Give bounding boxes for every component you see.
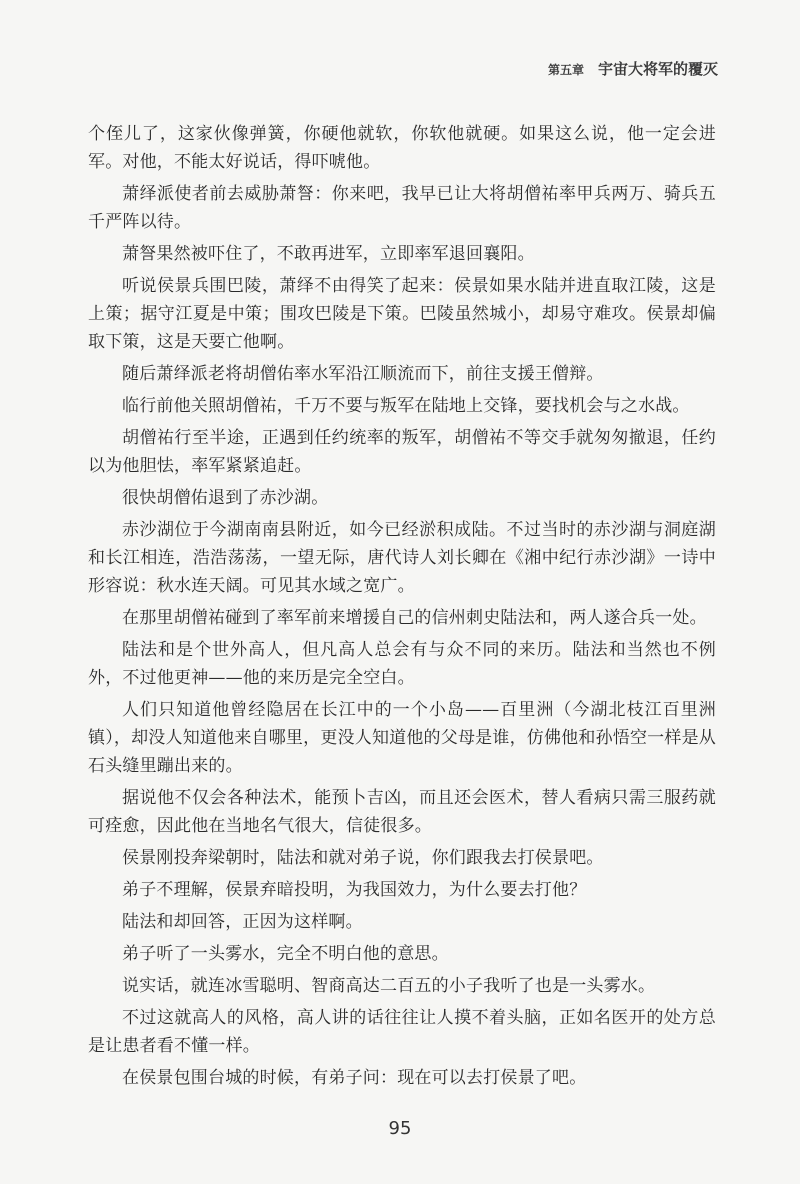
paragraph: 听说侯景兵围巴陵，萧绎不由得笑了起来：侯景如果水陆并进直取江陵，这是上策；据守江夏是中策；围攻巴陵是下策。巴陵虽然城小，却易守难攻。侯景却偏取下策，这是天要亡他啊。 — [88, 276, 716, 352]
paragraph: 很快胡僧佑退到了赤沙湖。 — [122, 488, 329, 508]
chapter-label: 第五章 — [547, 63, 584, 77]
paragraph: 赤沙湖位于今湖南南县附近，如今已经淤积成陆。不过当时的赤沙湖与洞庭湖和长江相连，浩浩荡荡，一望无际，唐代诗人刘长卿在《湘中纪行赤沙湖》一诗中形容说：秋水连天阔。可见其水域之宽广。 — [88, 520, 716, 596]
paragraph: 胡僧祐行至半途，正遇到任约统率的叛军，胡僧祐不等交手就匆匆撤退，任约以为他胆怯，率军紧紧追赶。 — [88, 428, 716, 476]
paragraph: 弟子不理解，侯景弃暗投明，为我国效力，为什么要去打他？ — [122, 880, 587, 900]
paragraph: 在侯景包围台城的时候，有弟子问：现在可以去打侯景了吧。 — [122, 1068, 587, 1088]
paragraph: 据说他不仅会各种法术，能预卜吉凶，而且还会医术，替人看病只需三服药就可痊愈，因此他在当地名气很大，信徒很多。 — [88, 788, 716, 836]
paragraph: 临行前他关照胡僧祐，千万不要与叛军在陆地上交锋，要找机会与之水战。 — [122, 396, 690, 416]
paragraph: 不过这就高人的风格，高人讲的话往往让人摸不着头脑，正如名医开的处方总是让患者看不懂一样。 — [88, 1008, 716, 1056]
running-header — [548, 58, 718, 79]
paragraph: 说实话，就连冰雪聪明、智商高达二百五的小子我听了也是一头雾水。 — [122, 976, 656, 996]
paragraph: 在那里胡僧祐碰到了率军前来增援自己的信州刺史陆法和，两人遂合兵一处。 — [122, 608, 707, 628]
page-number: 95 — [388, 1118, 412, 1139]
paragraph: 侯景刚投奔梁朝时，陆法和就对弟子说，你们跟我去打侯景吧。 — [122, 848, 604, 868]
paragraph: 萧詧果然被吓住了，不敢再进军，立即率军退回襄阳。 — [122, 244, 535, 264]
body-text — [88, 120, 716, 1096]
paragraph: 人们只知道他曾经隐居在长江中的一个小岛——百里洲（今湖北枝江百里洲镇），却没人知道他来自哪里，更没人知道他的父母是谁，仿佛他和孙悟空一样是从石头缝里蹦出来的。 — [88, 700, 716, 776]
paragraph: 萧绎派使者前去威胁萧詧：你来吧，我早已让大将胡僧祐率甲兵两万、骑兵五千严阵以待。 — [88, 184, 716, 232]
paragraph: 弟子听了一头雾水，完全不明白他的意思。 — [122, 944, 449, 964]
paragraph: 陆法和是个世外高人，但凡高人总会有与众不同的来历。陆法和当然也不例外，不过他更神——他的来历是完全空白。 — [88, 640, 716, 688]
paragraph: 陆法和却回答，正因为这样啊。 — [122, 912, 363, 932]
paragraph: 个侄儿了，这家伙像弹簧，你硬他就软，你软他就硬。如果这么说，他一定会进军。对他，不能太好说话，得吓唬他。 — [88, 124, 716, 172]
paragraph: 随后萧绎派老将胡僧佑率水军沿江顺流而下，前往支援王僧辩。 — [122, 364, 604, 384]
chapter-title: 宇宙大将军的覆灭 — [597, 60, 718, 78]
